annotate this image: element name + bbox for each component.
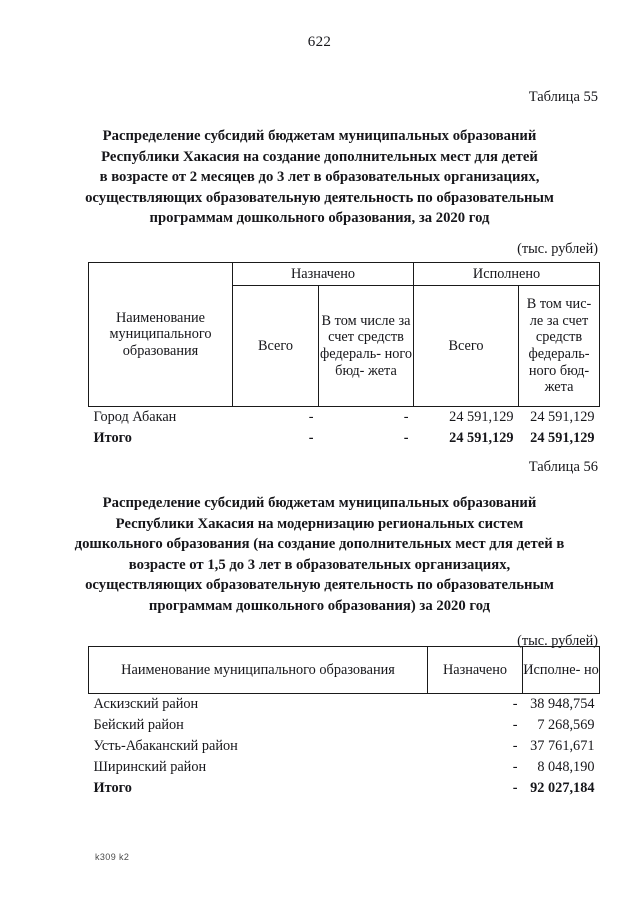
row-assigned: - — [512, 759, 518, 776]
row-name: Аскизский район — [93, 696, 199, 713]
header-cell-assigned-total: Всего — [233, 286, 319, 407]
row-executed: 37 761,671 — [530, 738, 595, 755]
row-executed: 92 027,184 — [530, 780, 595, 797]
header-cell-executed-group: Исполнено — [414, 263, 600, 286]
title-line: осуществляющих образовательную деятельность по образовательным — [85, 577, 554, 594]
row-executed-total: 24 591,129 — [449, 430, 514, 447]
units-label-55: (тыс. рублей) — [517, 241, 598, 257]
row-executed: 7 268,569 — [537, 717, 595, 734]
title-line: Распределение субсидий бюджетам муниципальных образований — [102, 495, 537, 511]
row-assigned: - — [512, 780, 518, 797]
header-cell-executed-federal: В том чис- ле за счет средств федераль- ного бюд- жета — [519, 286, 600, 407]
units-label-56: (тыс. рублей) — [517, 633, 598, 649]
table-row — [89, 757, 600, 778]
row-name: Бейский район — [93, 717, 184, 734]
title-line: программам дошкольного образования, за 2020 год — [149, 210, 490, 227]
row-name: Город Абакан — [93, 409, 177, 426]
header-cell-assigned-federal: В том числе за счет средств федераль- ного бюд- жета — [319, 286, 414, 407]
table-row — [89, 694, 600, 716]
row-name: Усть-Абаканский район — [93, 738, 238, 755]
table-caption-56: Таблица 56 — [528, 459, 598, 475]
table-caption-55: Таблица 55 — [528, 89, 598, 105]
row-executed-federal: 24 591,129 — [530, 409, 595, 426]
table-row — [89, 407, 600, 429]
title-line: осуществляющих образовательную деятельность по образовательным — [85, 189, 554, 206]
footer-mark: k309 k2 — [95, 852, 130, 862]
title-line: программам дошкольного образования) за 2020 год — [148, 597, 491, 614]
row-executed-federal: 24 591,129 — [530, 430, 595, 447]
row-assigned-total: - — [308, 409, 314, 426]
header-cell-executed-total: Всего — [414, 286, 519, 407]
row-name: Итого — [93, 430, 132, 447]
row-assigned-total: - — [308, 430, 314, 447]
title-line: в возрасте от 2 месяцев до 3 лет в образовательных организациях, — [99, 169, 540, 186]
table-header-group-row — [89, 263, 600, 286]
row-executed-total: 24 591,129 — [449, 409, 514, 426]
row-assigned-federal: - — [403, 430, 409, 447]
table-header-row — [89, 647, 600, 694]
header-cell-name: Наименование муниципального образования — [89, 263, 233, 407]
header-cell-assigned-group: Назначено — [233, 263, 414, 286]
title-line: Республики Хакасия на создание дополнительных мест для детей — [101, 148, 538, 165]
title-line: дошкольного образования (на создание дополнительных мест для детей в — [74, 536, 565, 553]
table-row-total — [89, 778, 600, 799]
row-assigned: - — [512, 696, 518, 713]
subsidy-table-56 — [88, 646, 600, 799]
header-cell-name: Наименование муниципального образования — [89, 647, 428, 694]
row-assigned: - — [512, 717, 518, 734]
table-row — [89, 736, 600, 757]
header-cell-executed: Исполне- но — [523, 647, 600, 694]
header-cell-assigned: Назначено — [428, 647, 523, 694]
document-title-56 — [60, 493, 579, 617]
subsidy-table-55 — [88, 262, 600, 449]
row-executed: 8 048,190 — [537, 759, 595, 776]
row-name: Итого — [93, 780, 132, 797]
row-executed: 38 948,754 — [530, 696, 595, 713]
page-number: 622 — [307, 34, 332, 50]
row-assigned: - — [512, 738, 518, 755]
title-line: возрасте от 1,5 до 3 лет в образовательных организациях, — [128, 556, 511, 573]
title-line: Распределение субсидий бюджетам муниципальных образований — [102, 128, 537, 144]
title-line: Республики Хакасия на модернизацию региональных систем — [115, 515, 524, 532]
table-row-total — [89, 428, 600, 449]
row-name: Ширинский район — [93, 759, 207, 776]
row-assigned-federal: - — [403, 409, 409, 426]
document-title-55 — [60, 126, 579, 229]
table-row — [89, 715, 600, 736]
